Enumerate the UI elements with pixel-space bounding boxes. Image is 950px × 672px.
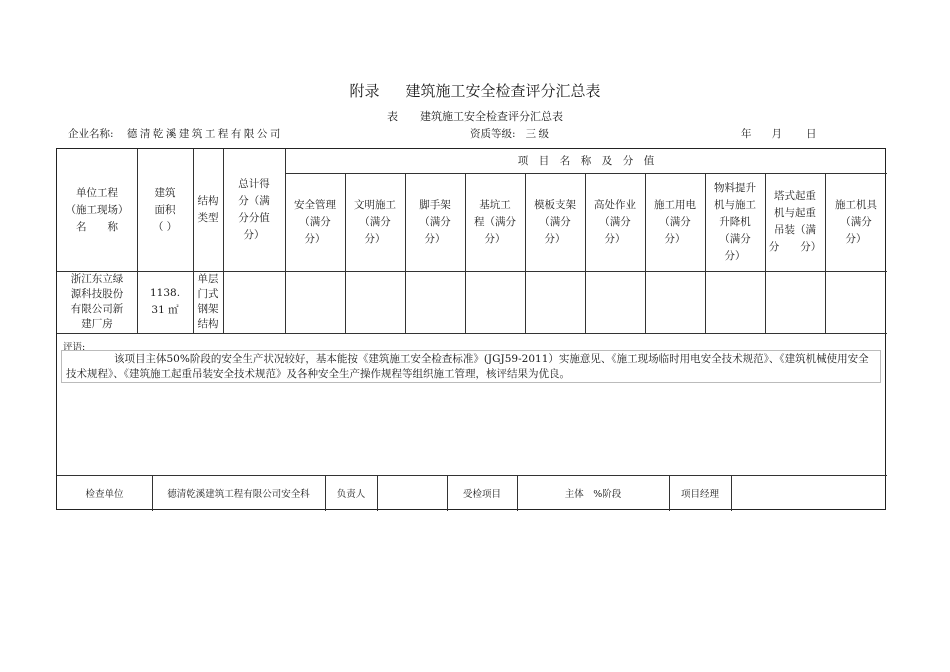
date-field: 年 月 日 bbox=[741, 128, 817, 140]
inspected-project-label: 受检项目 bbox=[462, 489, 501, 500]
score-summary-table bbox=[56, 148, 886, 510]
header-building-area: 建筑 面积 （ ） bbox=[152, 186, 178, 233]
row-structure-type: 单层 门式 钢架 结构 bbox=[197, 273, 219, 330]
page-title: 附录 建筑施工安全检查评分汇总表 bbox=[349, 82, 601, 100]
header-item-electricity: 施工用电 （满分 分） bbox=[654, 198, 696, 245]
person-in-charge-label: 负责人 bbox=[336, 489, 366, 500]
inspected-project-value: 主体 %阶段 bbox=[564, 489, 622, 500]
header-item-tower-crane: 塔式起重 机与起重 吊装（满 分 分） bbox=[768, 190, 822, 253]
inspect-unit-label: 检查单位 bbox=[85, 489, 124, 500]
inspect-unit-value: 德清乾溪建筑工程有限公司安全科 bbox=[167, 489, 310, 500]
row-building-area: 1138. 31 ㎡ bbox=[149, 287, 181, 316]
header-item-civilized-construction: 文明施工 （满分 分） bbox=[354, 198, 396, 245]
header-item-scaffold: 脚手架 （满分 分） bbox=[419, 198, 451, 245]
header-item-machinery: 施工机具 （满分 分） bbox=[835, 198, 877, 245]
header-structure-type: 结构 类型 bbox=[197, 195, 219, 224]
table-caption: 表 建筑施工安全检查评分汇总表 bbox=[387, 110, 563, 123]
qualification-field: 资质等级: 三级 bbox=[470, 128, 552, 140]
project-manager-label: 项目经理 bbox=[680, 489, 719, 500]
row-unit-name: 浙江东立绿 源科技股份 有限公司新 建厂房 bbox=[70, 273, 124, 330]
header-unit-name: 单位工程 （施工现场） 名 称 bbox=[65, 186, 129, 233]
header-item-safety-management: 安全管理 （满分 分） bbox=[294, 198, 336, 245]
header-item-work-at-height: 高处作业 （满分 分） bbox=[594, 198, 636, 245]
comment-label: 评语: bbox=[63, 342, 86, 353]
header-total-score: 总计得 分（满 分分值 分） bbox=[238, 178, 270, 241]
comment-text: 该项目主体50%阶段的安全生产状况较好，基本能按《建筑施工安全检查标准》(JGJ59-2011）实施意见、《施工现场临时用电安全技术规范》、《建筑机械使用安全技术规程》、《建筑施工起重吊装安全技术规范》及各种安全生产操作规程等组织施工管理，核评结果为优良。 bbox=[61, 350, 881, 383]
header-items-title: 项 目 名 称 及 分 值 bbox=[517, 154, 655, 167]
person-in-charge-value bbox=[377, 475, 447, 511]
header-item-formwork: 模板支架 （满分 分） bbox=[534, 198, 576, 245]
header-item-foundation-pit: 基坑工 程（满分 分） bbox=[474, 198, 516, 245]
project-manager-value bbox=[731, 475, 887, 511]
company-field: 企业名称: 德清乾溪建筑工程有限公司 bbox=[68, 128, 283, 140]
header-item-hoist: 物料提升 机与施工 升降机 （满分 分） bbox=[714, 181, 756, 262]
